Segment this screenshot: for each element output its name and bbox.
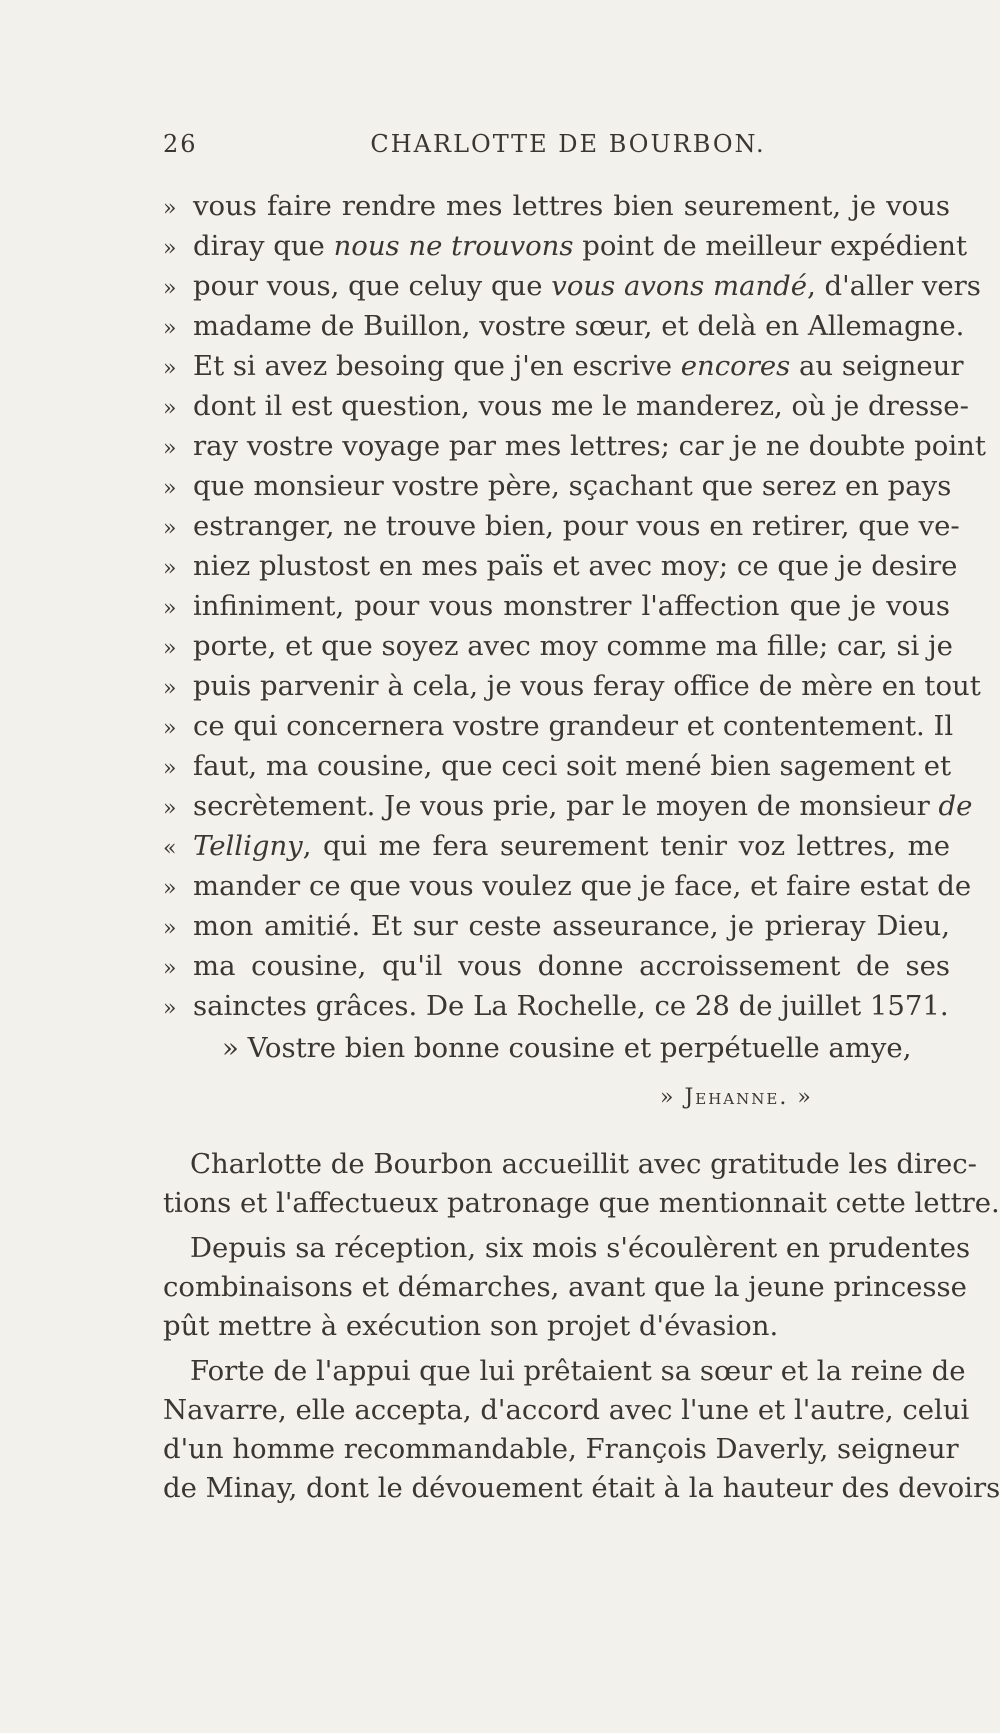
letter-line [163, 426, 986, 466]
quote-mark: » [163, 596, 177, 621]
letter-line [163, 186, 953, 226]
quote-mark: » [163, 916, 177, 941]
text-run: secrètement. Je vous prie, par le moyen de monsieur [193, 790, 939, 822]
quote-mark: » [163, 436, 177, 461]
letter-line [163, 266, 981, 306]
text-run: point de meilleur expédient [573, 230, 968, 262]
text-run: , d'aller vers [807, 270, 981, 302]
quote-mark: » [163, 556, 177, 581]
letter-signature [660, 1085, 813, 1110]
letter-line-text: estranger, ne trouve bien, pour vous en retirer, que ve- [193, 510, 960, 542]
paragraph-line [190, 1352, 966, 1391]
running-title: CHARLOTTE DE BOURBON. [370, 130, 766, 158]
letter-line-text: mander ce que vous voulez que je face, et faire estat de [193, 870, 972, 902]
paragraph-line-text: tions et l'affectueux patronage que mentionnait cette lettre. [163, 1187, 1000, 1219]
paragraph-line-text: Forte de l'appui que lui prêtaient sa sœur et la reine de [190, 1355, 966, 1387]
quote-mark: » [163, 356, 177, 381]
paragraph-line [190, 1145, 977, 1184]
italic-text: Telligny [193, 830, 303, 862]
narrative-text [163, 1145, 1000, 1514]
letter-line-text: mon amitié. Et sur ceste asseurance, je prieray Dieu, [193, 910, 950, 942]
paragraph-line [163, 1391, 970, 1430]
page-header [163, 130, 953, 166]
letter-line [163, 986, 953, 1026]
letter-line-text: infiniment, pour vous monstrer l'affection que je vous [193, 590, 950, 622]
italic-text: vous avons mandé [551, 270, 808, 302]
paragraph-line [163, 1268, 967, 1307]
quote-mark: » [163, 676, 177, 701]
paragraph-line [190, 1229, 971, 1268]
paragraph-line-text: pût mettre à exécution son projet d'évasion. [163, 1310, 779, 1342]
text-run: , qui me fera seurement tenir voz lettres, me [302, 830, 950, 862]
letter-line [163, 226, 968, 266]
letter-line-text: vous faire rendre mes lettres bien seurement, je vous [193, 190, 950, 222]
letter-line-text: niez plustost en mes païs et avec moy; ce que je desire [193, 550, 958, 582]
letter-line-text: que monsieur vostre père, sçachant que serez en pays [193, 470, 952, 502]
quote-mark: » [163, 396, 177, 421]
quote-mark: » [163, 756, 177, 781]
italic-text: encores [680, 350, 791, 382]
italic-text: de [938, 790, 973, 822]
quote-mark: « [163, 836, 177, 861]
letter-line-text: porte, et que soyez avec moy comme ma fille; car, si je [193, 630, 953, 662]
paragraph-line-text: combinaisons et démarches, avant que la jeune princesse [163, 1271, 967, 1303]
paragraph-line [163, 1184, 1000, 1223]
text-run: au seigneur [790, 350, 964, 382]
letter-line [163, 786, 973, 826]
quote-mark: » [163, 636, 177, 661]
letter-line-text: ce qui concernera vostre grandeur et contentement. Il [193, 710, 954, 742]
signature-open-quote: » [660, 1085, 685, 1110]
italic-text: nous ne trouvons [333, 230, 574, 262]
paragraph [163, 1145, 1000, 1223]
letter-line [163, 506, 960, 546]
letter-line [163, 866, 972, 906]
quote-mark: » [163, 236, 177, 261]
quote-mark: » [163, 716, 177, 741]
quote-mark: » [163, 876, 177, 901]
letter-line-text: ma cousine, qu'il vous donne accroissement de ses [193, 950, 950, 982]
letter-closing: » Vostre bien bonne cousine et perpétuelle amye, [222, 1032, 912, 1064]
letter-line-text [193, 786, 973, 826]
letter-line-text: faut, ma cousine, que ceci soit mené bien sagement et [193, 750, 952, 782]
letter-line [163, 346, 964, 386]
text-run: pour vous, que celuy que [193, 270, 552, 302]
letter-line-text: ray vostre voyage par mes lettres; car je ne doubte point [193, 430, 986, 462]
quote-mark: » [163, 516, 177, 541]
letter-line-text [193, 226, 968, 266]
paragraph-line-text: Navarre, elle accepta, d'accord avec l'une et l'autre, celui [163, 1394, 970, 1426]
letter-line [163, 306, 965, 346]
letter-line-text: puis parvenir à cela, je vous feray office de mère en tout [193, 670, 981, 702]
paragraph-line [163, 1307, 953, 1346]
quote-mark: » [163, 796, 177, 821]
letter-line [163, 746, 953, 786]
quote-mark: » [163, 276, 177, 301]
paragraph-line-text: d'un homme recommandable, François Daverly, seigneur [163, 1433, 959, 1465]
letter-line-text [193, 266, 981, 306]
paragraph-line [163, 1430, 959, 1469]
paragraph [163, 1229, 971, 1346]
page-number: 26 [163, 130, 198, 158]
letter-line [163, 946, 953, 986]
paragraph-line-text: Charlotte de Bourbon accueillit avec gratitude les direc- [190, 1148, 977, 1180]
letter-line [163, 466, 953, 506]
text-run: Et si avez besoing que j'en escrive [193, 350, 681, 382]
text-run: diray que [193, 230, 334, 262]
signature-close-quote: . » [779, 1085, 813, 1110]
letter-line [163, 826, 953, 866]
letter-line-text: sainctes grâces. De La Rochelle, ce 28 de juillet 1571. [193, 990, 949, 1022]
paragraph-line-text: Depuis sa réception, six mois s'écoulèrent en prudentes [190, 1232, 971, 1264]
letter-line [163, 546, 958, 586]
letter-line [163, 386, 969, 426]
letter-line [163, 706, 953, 746]
letter-line-text: madame de Buillon, vostre sœur, et delà en Allemagne. [193, 310, 965, 342]
quote-mark: » [163, 316, 177, 341]
paragraph [163, 1352, 1000, 1508]
letter-line [163, 666, 981, 706]
letter-line-text [193, 346, 964, 386]
letter-quotation [163, 186, 986, 1026]
paragraph-line [163, 1469, 1000, 1508]
signature-name: Jehanne [684, 1085, 780, 1110]
letter-line [163, 626, 953, 666]
letter-line [163, 586, 953, 626]
quote-mark: » [163, 996, 177, 1021]
quote-mark: » [163, 196, 177, 221]
letter-line-text [193, 826, 950, 866]
quote-mark: » [163, 956, 177, 981]
letter-line [163, 906, 953, 946]
letter-line-text: dont il est question, vous me le manderez, où je dresse- [193, 390, 969, 422]
quote-mark: » [163, 476, 177, 501]
paragraph-line-text: de Minay, dont le dévouement était à la hauteur des devoirs [163, 1472, 1000, 1504]
